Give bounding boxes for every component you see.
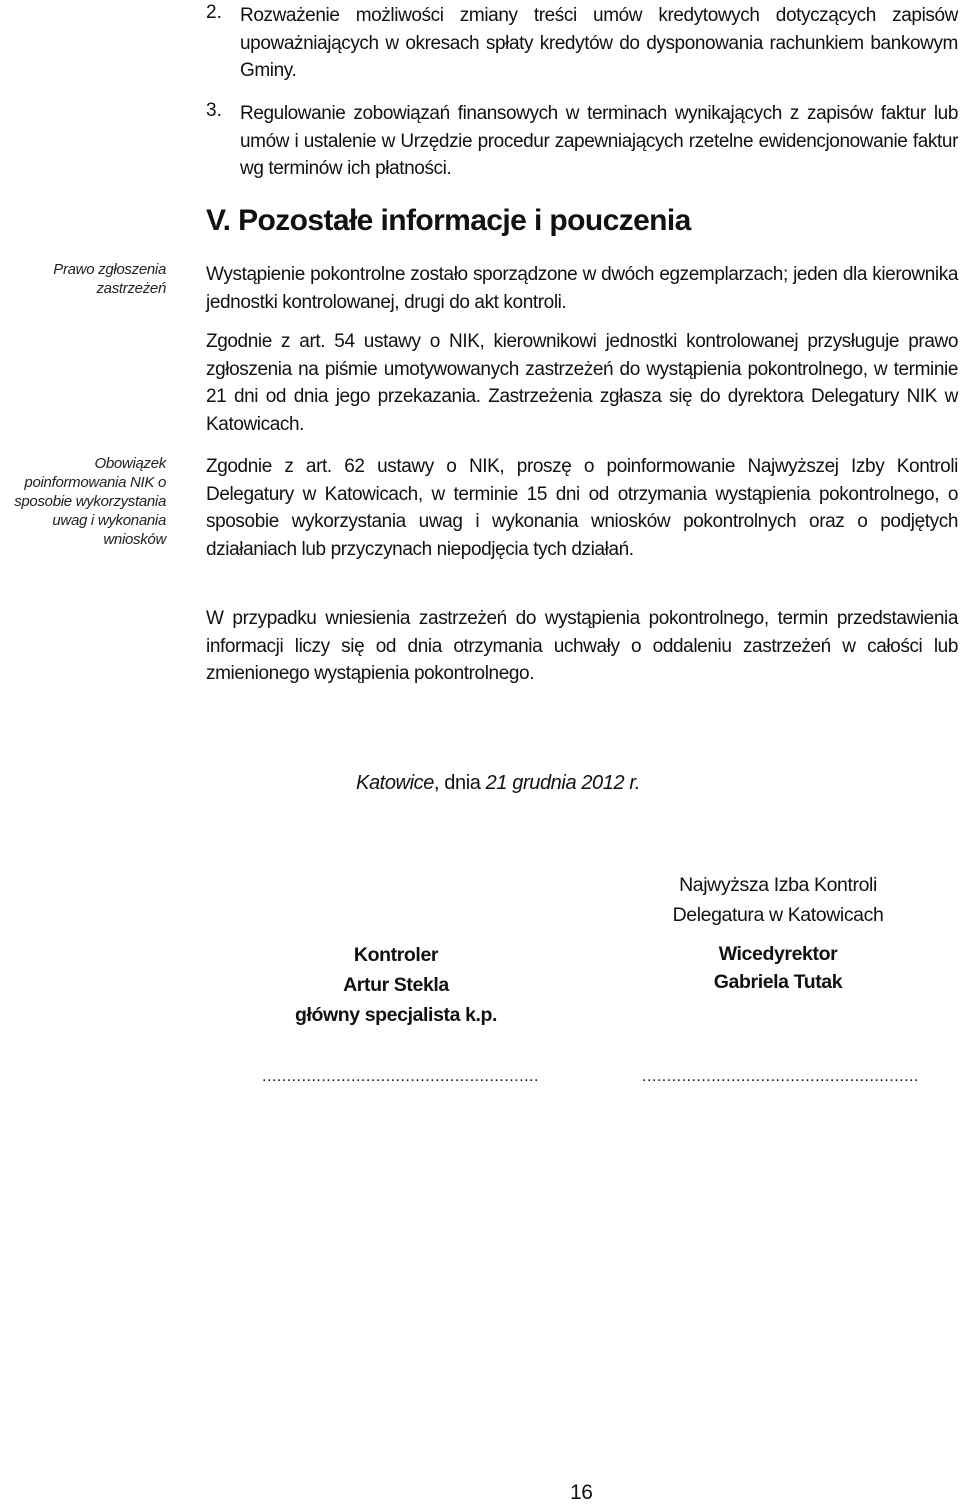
item-number: 3. [206, 100, 222, 121]
place-date [356, 772, 640, 795]
paragraph-objections: Zgodnie z art. 54 ustawy o NIK, kierownikowi jednostki kontrolowanej przysługuje prawo zgłoszenia na piśmie umotywowanych zastrzeżeń do wystąpienia pokontrolnego, w terminie 21 dni od dnia jego przekazania. Zastrzeżenia zgłasza się do dyrektora Delegatury NIK w Katowicach. [206, 331, 958, 435]
side-note-information-duty: Obowiązek poinformowania NIK o sposobie wykorzystania uwag i wykonania wniosków [14, 455, 166, 548]
paragraph-deadline: W przypadku wniesienia zastrzeżeń do wystąpienia pokontrolnego, termin przedstawienia informacji liczy się od dnia otrzymania uchwały o oddaleniu zastrzeżeń w całości lub zmienionego wystąpienia pokontrolnego. [206, 608, 958, 684]
signatory-right [628, 940, 928, 996]
signatory-name: Gabriela Tutak [713, 971, 843, 993]
institution-branch: Delegatura w Katowicach [672, 904, 884, 926]
side-note-objection-right: Prawo zgłoszenia zastrzeżeń [53, 261, 166, 297]
date: 21 grudnia 2012 r. [485, 772, 641, 794]
signatory-left [246, 940, 546, 1030]
signature-line-left: ........................................................ [262, 1068, 539, 1085]
paragraph-notification: Zgodnie z art. 62 ustawy o NIK, proszę o poinformowanie Najwyższej Izby Kontroli Delegatury w Katowicach, w terminie 15 dni od otrzymania wystąpienia pokontrolnego, o sposobie wykorzystania uwag i wykonania wniosków pokontrolnych oraz o podjętych działaniach lub przyczynach niepodjęcia tych działań. [206, 456, 958, 560]
page-number: 16 [570, 1481, 593, 1504]
list-item-text: Rozważenie możliwości zmiany treści umów kredytowych dotyczących zapisów upoważniających w okresach spłaty kredytów do dysponowania rachunkiem bankowym Gminy. [240, 5, 958, 81]
section-heading: V. Pozostałe informacje i pouczenia [206, 204, 691, 237]
list-item-text: Regulowanie zobowiązań finansowych w terminach wynikających z zapisów faktur lub umów i ustalenie w Urzędzie procedur zapewniających rzetelne ewidencjonowanie faktur wg terminów ich płatności. [240, 103, 958, 179]
institution-block [620, 870, 936, 930]
place: Katowice [356, 772, 434, 794]
paragraph-copies: Wystąpienie pokontrolne zostało sporządzone w dwóch egzemplarzach; jeden dla kierownika jednostki kontrolowanej, drugi do akt kontroli. [206, 264, 958, 313]
date-separator: , dnia [433, 772, 486, 794]
signatory-role: Kontroler [353, 944, 439, 966]
signatory-role: Wicedyrektor [718, 943, 838, 965]
item-number: 2. [206, 2, 222, 23]
institution-name: Najwyższa Izba Kontroli [679, 874, 877, 896]
signature-line-right: ........................................................ [642, 1068, 919, 1085]
signatory-name: Artur Stekla [343, 974, 449, 996]
signatory-title: główny specjalista k.p. [294, 1004, 498, 1026]
